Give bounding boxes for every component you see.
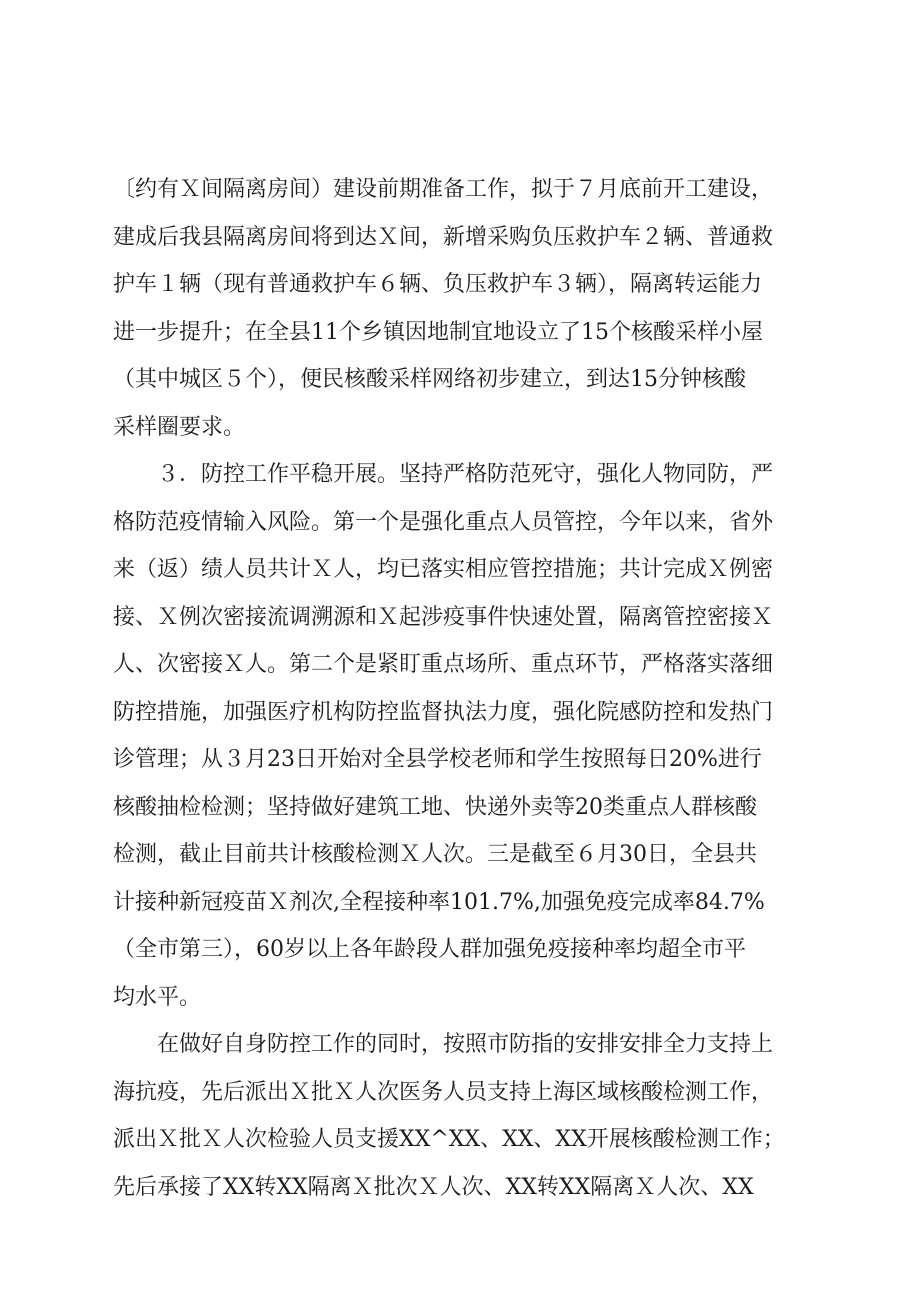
- paragraph-isolation-facilities: [113, 166, 833, 451]
- text-line: 计接种新冠疫苗Ｘ剂次,全程接种率101.7%,加强免疫完成率84.7%: [113, 889, 765, 915]
- text-line: 诊管理；从３月23日开始对全县学校老师和学生按照每日20%进行: [113, 747, 762, 772]
- text-line: 来（返）绩人员共计Ｘ人，均已落实相应管控措施；共计完成Ｘ例密: [113, 557, 774, 582]
- text-line: 防控措施，加强医疗机构防控监督执法力度，强化院感防控和发热门: [113, 699, 774, 725]
- text-line: 人、次密接Ｘ人。第二个是紧盯重点场所、重点环节，严格落实落细: [113, 652, 774, 677]
- text-line: 采样圈要求。: [113, 414, 246, 440]
- text-line: 检测，截止目前共计核酸检测Ｘ人次。三是截至６月30日，全县共: [113, 842, 757, 867]
- text-line: 均水平。: [113, 984, 202, 1010]
- text-line: 先后承接了XX转XX隔离Ｘ批次Ｘ人次、XX转XX隔离Ｘ人次、XX: [113, 1174, 754, 1200]
- text-line: 进一步提升；在全县11个乡镇因地制宜地设立了15个核酸采样小屋: [113, 319, 763, 345]
- text-line: 建成后我县隔离房间将到达Ｘ间，新增采购负压救护车２辆、普通救: [113, 224, 774, 250]
- text-line: 派出Ｘ批Ｘ人次检验人员支援XX^XX、XX、XX开展核酸检测工作；: [113, 1127, 785, 1152]
- text-line: 海抗疫，先后派出Ｘ批Ｘ人次医务人员支持上海区域核酸检测工作，: [113, 1079, 774, 1105]
- paragraph-shanghai-support: [113, 1021, 833, 1211]
- text-line: 〔约有Ｘ间隔离房间）建设前期准备工作，拟于７月底前开工建设，: [113, 177, 774, 202]
- text-line: 格防范疫情输入风险。第一个是强化重点人员管控，今年以来，省外: [113, 509, 774, 535]
- text-line: 护车１辆（现有普通救护车６辆、负压救护车３辆），隔离转运能力: [113, 272, 763, 297]
- text-line: 接、Ｘ例次密接流调溯源和Ｘ起涉疫事件快速处置，隔离管控密接Ｘ: [113, 604, 774, 630]
- document-body: [113, 166, 833, 1211]
- text-line: （全市第三），60岁以上各年龄段人群加强免疫接种率均超全市平: [113, 937, 746, 962]
- text-line: （其中城区５个），便民核酸采样网络初步建立，到达15分钟核酸: [113, 367, 746, 392]
- text-line: ３．防控工作平稳开展。坚持严格防范死守，强化人物同防，严: [113, 462, 774, 487]
- paragraph-prevention-control: [113, 451, 833, 1021]
- text-line: 核酸抽检检测；坚持做好建筑工地、快递外卖等20类重点人群核酸: [113, 794, 757, 820]
- text-line: 在做好自身防控工作的同时，按照市防指的安排安排全力支持上: [113, 1032, 774, 1057]
